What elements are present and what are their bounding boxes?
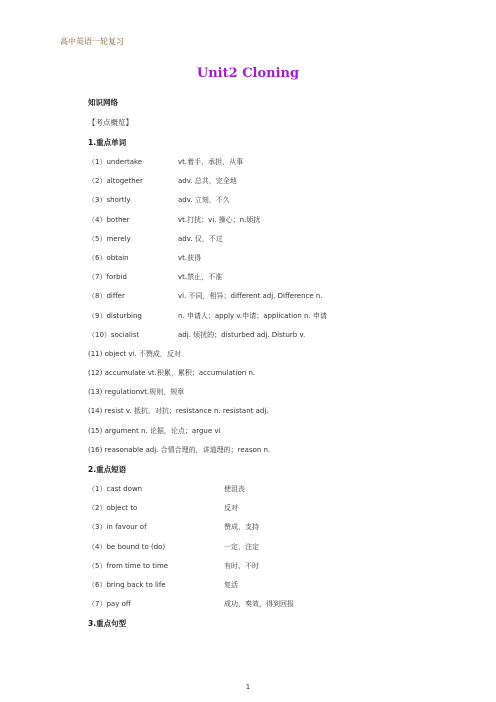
word-term: socialist [110, 330, 140, 339]
phrase-number: （6） [88, 580, 107, 589]
word-row [88, 268, 468, 287]
phrase-number: （1） [88, 485, 107, 493]
phrase-row [88, 557, 468, 576]
word-number: （8） [88, 292, 107, 301]
sentences-heading: 3.重点句型 [88, 619, 127, 629]
word-term: altogether [106, 177, 143, 186]
word-meaning: vt.着手，承担，从事 [178, 158, 244, 166]
phrase-meaning: 一定，注定 [224, 542, 259, 551]
phrase-term: bring back to life [106, 580, 166, 589]
word-row [88, 307, 468, 326]
document-title: Unit2 Cloning [196, 66, 300, 81]
phrase-term: object to [106, 504, 138, 513]
phrase-term: from time to time [106, 561, 169, 570]
word-row [88, 326, 468, 345]
words-free-list [88, 345, 468, 460]
phrase-number: （2） [88, 504, 107, 513]
phrase-number: （3） [88, 523, 107, 532]
phrase-term: pay off [106, 600, 131, 609]
words-list [88, 153, 468, 345]
word-term: forbid [106, 273, 127, 282]
word-row-free: (14) resist v. 抵抗，对抗；resistance n. resistant adj. [88, 407, 269, 416]
word-term: merely [106, 234, 131, 243]
word-row [88, 287, 468, 306]
word-row [88, 191, 468, 210]
phrase-term: be bound to (do) [106, 542, 166, 551]
word-row [88, 230, 468, 249]
phrase-number: （4） [88, 542, 107, 551]
word-meaning: adv. 立刻，不久 [178, 196, 230, 205]
phrase-meaning: 成功，奏效，得到回报 [224, 600, 294, 609]
word-meaning: adv. 仅，不过 [178, 234, 223, 243]
word-term: differ [106, 292, 125, 301]
section-heading: 知识网络 [88, 98, 118, 107]
phrase-meaning: 使沮丧 [224, 485, 245, 493]
page-header: 高中英语一轮复习 [60, 37, 124, 46]
word-term: disturbing [106, 311, 142, 320]
word-meaning: adj. 烦扰的；disturbed adj. Disturb v. [178, 330, 306, 339]
word-row-free: (13) regulationvt.规则，规章 [88, 388, 185, 397]
phrase-number: （5） [88, 561, 107, 570]
document-body [88, 93, 468, 634]
phrases-heading: 2.重点短语 [88, 465, 127, 474]
page-number: 1 [245, 683, 251, 691]
phrase-term: cast down [106, 485, 143, 493]
word-row-free: (15) argument n. 论据，论点；argue vi [88, 426, 221, 435]
phrase-meaning: 复活 [224, 580, 238, 589]
phrase-row [88, 499, 468, 518]
word-meaning: adv. 总共，完全地 [178, 177, 237, 186]
subsection-heading: 【考点概览】 [88, 118, 133, 127]
phrase-row [88, 480, 468, 499]
word-term: undertake [106, 158, 143, 166]
word-meaning: vt.获得 [178, 253, 202, 262]
phrase-row [88, 595, 468, 614]
word-number: （6） [88, 253, 107, 262]
word-row [88, 153, 468, 172]
phrase-meaning: 赞成，支持 [224, 523, 259, 532]
word-meaning: vt.禁止，不准 [178, 273, 223, 282]
phrase-meaning: 反对 [224, 504, 238, 513]
word-number: （2） [88, 177, 107, 186]
phrase-term: in favour of [106, 523, 147, 532]
word-number: （3） [88, 196, 107, 205]
word-row [88, 249, 468, 268]
word-row [88, 211, 468, 230]
word-row-free: (16) reasonable adj. 合情合理的，讲道理的；reason n. [88, 445, 271, 454]
words-heading: 1.重点单词 [88, 138, 127, 147]
word-term: shortly [106, 196, 131, 205]
word-number: （4） [88, 215, 107, 224]
word-number: （10） [88, 330, 111, 339]
word-number: （9） [88, 311, 107, 320]
word-term: obtain [106, 253, 129, 262]
word-number: （7） [88, 273, 107, 282]
phrase-row [88, 538, 468, 557]
word-row-free: (12) accumulate vt.积累，累积；accumulation n. [88, 369, 256, 378]
word-meaning: n. 申请人；apply v.申请；application n. 申请 [178, 311, 327, 320]
phrase-row [88, 518, 468, 537]
word-number: （5） [88, 234, 107, 243]
word-row [88, 172, 468, 191]
word-term: bother [106, 215, 130, 224]
phrase-row [88, 576, 468, 595]
phrases-list [88, 480, 468, 614]
word-number: （1） [88, 158, 107, 166]
phrase-meaning: 有时，不时 [224, 561, 259, 570]
word-meaning: vt.打扰；vi. 操心；n.烦扰 [178, 215, 261, 224]
word-meaning: vi. 不同，相异；different adj. Difference n. [178, 292, 323, 301]
phrase-number: （7） [88, 600, 107, 609]
word-row-free: (11) object vi. 不赞成，反对 [88, 349, 181, 358]
